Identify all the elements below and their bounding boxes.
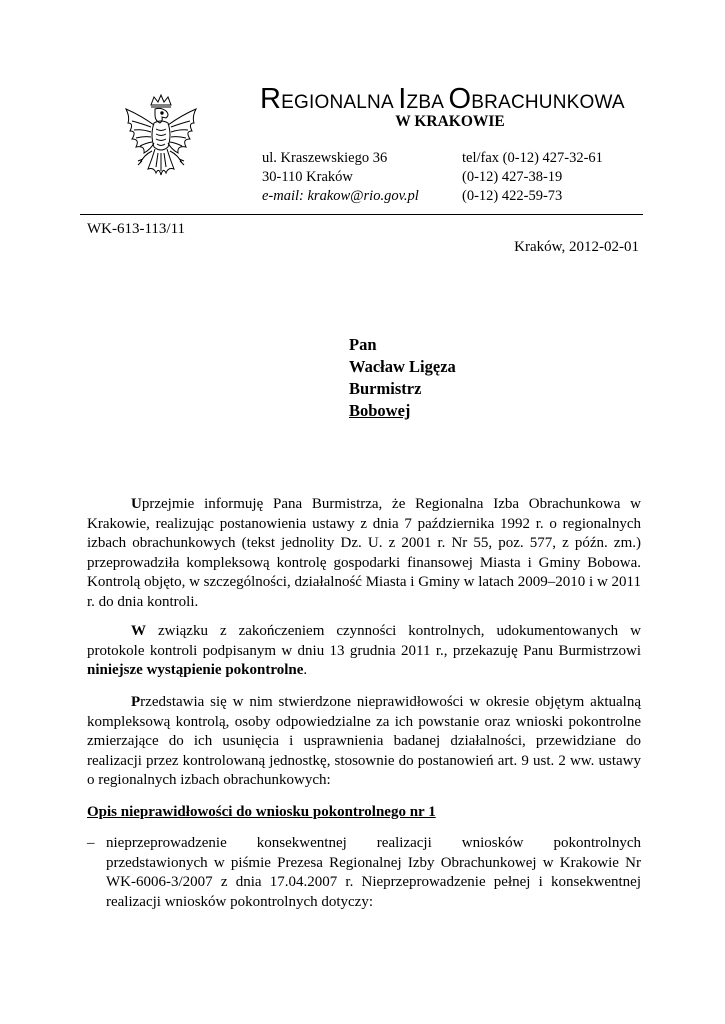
bullet-text: nieprzeprowadzenie konsekwentnej realizacji wniosków pokontrolnych przedstawionych w piśmie Prezesa Regionalnej Izby Obrachunkowej w Krakowie Nr WK-6006-3/2007 z dnia 17.04.2007 r. Nieprzeprowadzenie pełnej i konsekwentnej realizacji wniosków pokontrolnych dotyczy: — [106, 835, 641, 910]
section-heading: Opis nieprawidłowości do wniosku pokontrolnego nr 1 — [87, 804, 436, 820]
phone-line-1: tel/fax (0-12) 427-32-61 — [462, 150, 603, 166]
name-initial-o: O — [448, 83, 472, 115]
paragraph-3-text: rzedstawia się w nim stwierdzone nieprawidłowości w okresie objętym aktualną kompleksową kontrolą, osoby odpowiedzialne za ich powstanie oraz wnioski pokontrolne zmierzające do ich usunięcia i usprawnienia badanej działalności, przewidziane do realizacji przez kontrolowaną jednostkę, stosownie do postanowień art. 9 ust. 2 ww. ustawy o regionalnych izbach obrachunkowych: — [87, 694, 641, 788]
street-line: ul. Kraszewskiego 36 — [262, 150, 388, 166]
paragraph-2-initial: W — [131, 623, 146, 639]
paragraph-2 — [87, 622, 641, 681]
polish-eagle-emblem-icon — [118, 93, 204, 185]
name-part-3: BRACHUNKOWA — [471, 92, 625, 113]
reference-number: WK-613-113/11 — [87, 221, 186, 237]
paragraph-1-text: przejmie informuję Pana Burmistrza, że Regionalna Izba Obrachunkowa w Krakowie, realizując postanowienia ustawy z dnia 7 października 1992 r. o regionalnych izbach obrachunkowych (tekst jednolity Dz. U. z 2001 r. Nr 55, poz. 577, z późn. zm.) przeprowadziła kompleksową kontrolę gospodarki finansowej Miasta i Gminy Bobowa. Kontrolą objęto, w szczególności, działalność Miasta i Gminy w latach 2009–2010 i w 2011 r. do dnia kontroli. — [87, 496, 641, 610]
addressee-location: Bobowej — [349, 401, 411, 420]
postcode-line: 30-110 Kraków — [262, 169, 353, 185]
bullet-item — [87, 834, 641, 912]
paragraph-2-end: . — [303, 662, 308, 678]
email-line: e-mail: krakow@rio.gov.pl — [262, 188, 419, 204]
institution-city: W KRAKOWIE — [395, 113, 505, 130]
phone-numbers — [462, 149, 603, 206]
phone-line-3: (0-12) 422-59-73 — [462, 188, 563, 204]
institution-name — [260, 83, 625, 116]
paragraph-3-initial: P — [131, 694, 141, 710]
phone-line-2: (0-12) 427-38-19 — [462, 169, 563, 185]
header-divider — [80, 214, 643, 215]
addressee-title: Burmistrz — [349, 379, 422, 398]
paragraph-1-initial: U — [131, 496, 142, 512]
name-part-2: ZBA — [406, 92, 449, 113]
name-initial-i: I — [398, 83, 407, 115]
paragraph-2-bold-phrase: niniejsze wystąpienie pokontrolne — [87, 662, 304, 678]
name-initial-r: R — [260, 83, 282, 115]
paragraph-1 — [87, 495, 641, 612]
name-part-1: EGIONALNA — [281, 92, 399, 113]
addressee-name: Wacław Ligęza — [349, 357, 456, 376]
postal-address — [262, 149, 419, 206]
paragraph-3 — [87, 693, 641, 791]
paragraph-2-text: związku z zakończeniem czynności kontrolnych, udokumentowanych w protokole kontroli podpisanym w dniu 13 grudnia 2011 r., przekazuję Panu Burmistrzowi — [87, 623, 641, 659]
addressee-block — [349, 334, 456, 422]
bullet-dash: – — [87, 835, 95, 851]
letter-date: Kraków, 2012-02-01 — [514, 239, 639, 255]
addressee-salutation: Pan — [349, 335, 377, 354]
